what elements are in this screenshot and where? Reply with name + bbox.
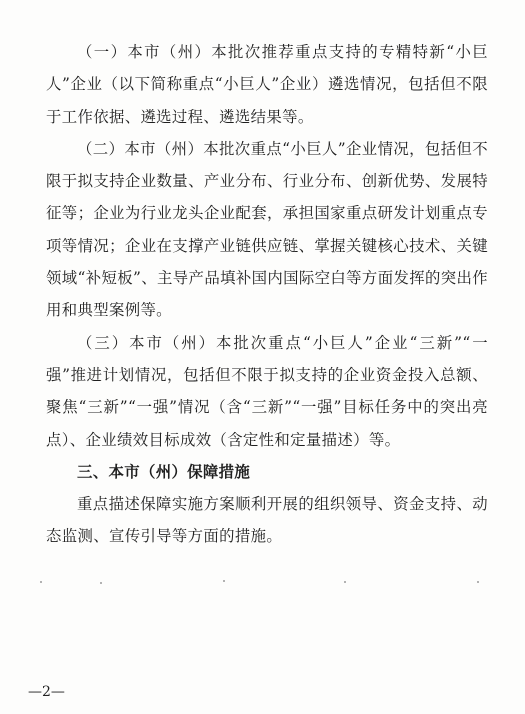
- paragraph-promotion-plan: （三）本市（州）本批次重点“小巨人”企业“三新”“一强”推进计划情况，包括但不限于拟支持的企业资金投入总额、聚焦“三新”“一强”情况（含“三新”“一强”目标任务中的突出亮点）、企业绩效目标成效（含定性和定量描述）等。: [46, 333, 488, 449]
- scan-speck: [223, 580, 225, 582]
- paragraph-selection-situation: （一）本市（州）本批次推荐重点支持的专精特新“小巨人”企业（以下简称重点“小巨人”企业）遴选情况，包括但不限于工作依据、遴选过程、遴选结果等。: [46, 43, 488, 126]
- scan-speck: [477, 581, 479, 583]
- section-heading-safeguards: 三、本市（州）保障措施: [77, 462, 251, 481]
- scan-specks: [40, 580, 490, 584]
- paragraph-safeguard-measures: 重点描述保障实施方案顺利开展的组织领导、资金支持、动态监测、宣传引导等方面的措施。: [46, 495, 488, 546]
- document-body: [46, 36, 488, 553]
- scan-speck: [100, 582, 102, 584]
- scan-speck: [344, 581, 346, 583]
- paragraph-enterprise-situation: （二）本市（州）本批次重点“小巨人”企业情况，包括但不限于拟支持企业数量、产业分布、行业分布、创新优势、发展特征等；企业为行业龙头企业配套，承担国家重点研发计划重点专项等情况；企业在支撑产业链供应链、掌握关键核心技术、关键领域“补短板”、主导产品填补国内国际空白等方面发挥的突出作用和典型案例等。: [46, 139, 488, 320]
- page-number: —2—: [28, 684, 65, 700]
- scan-speck: [40, 581, 42, 583]
